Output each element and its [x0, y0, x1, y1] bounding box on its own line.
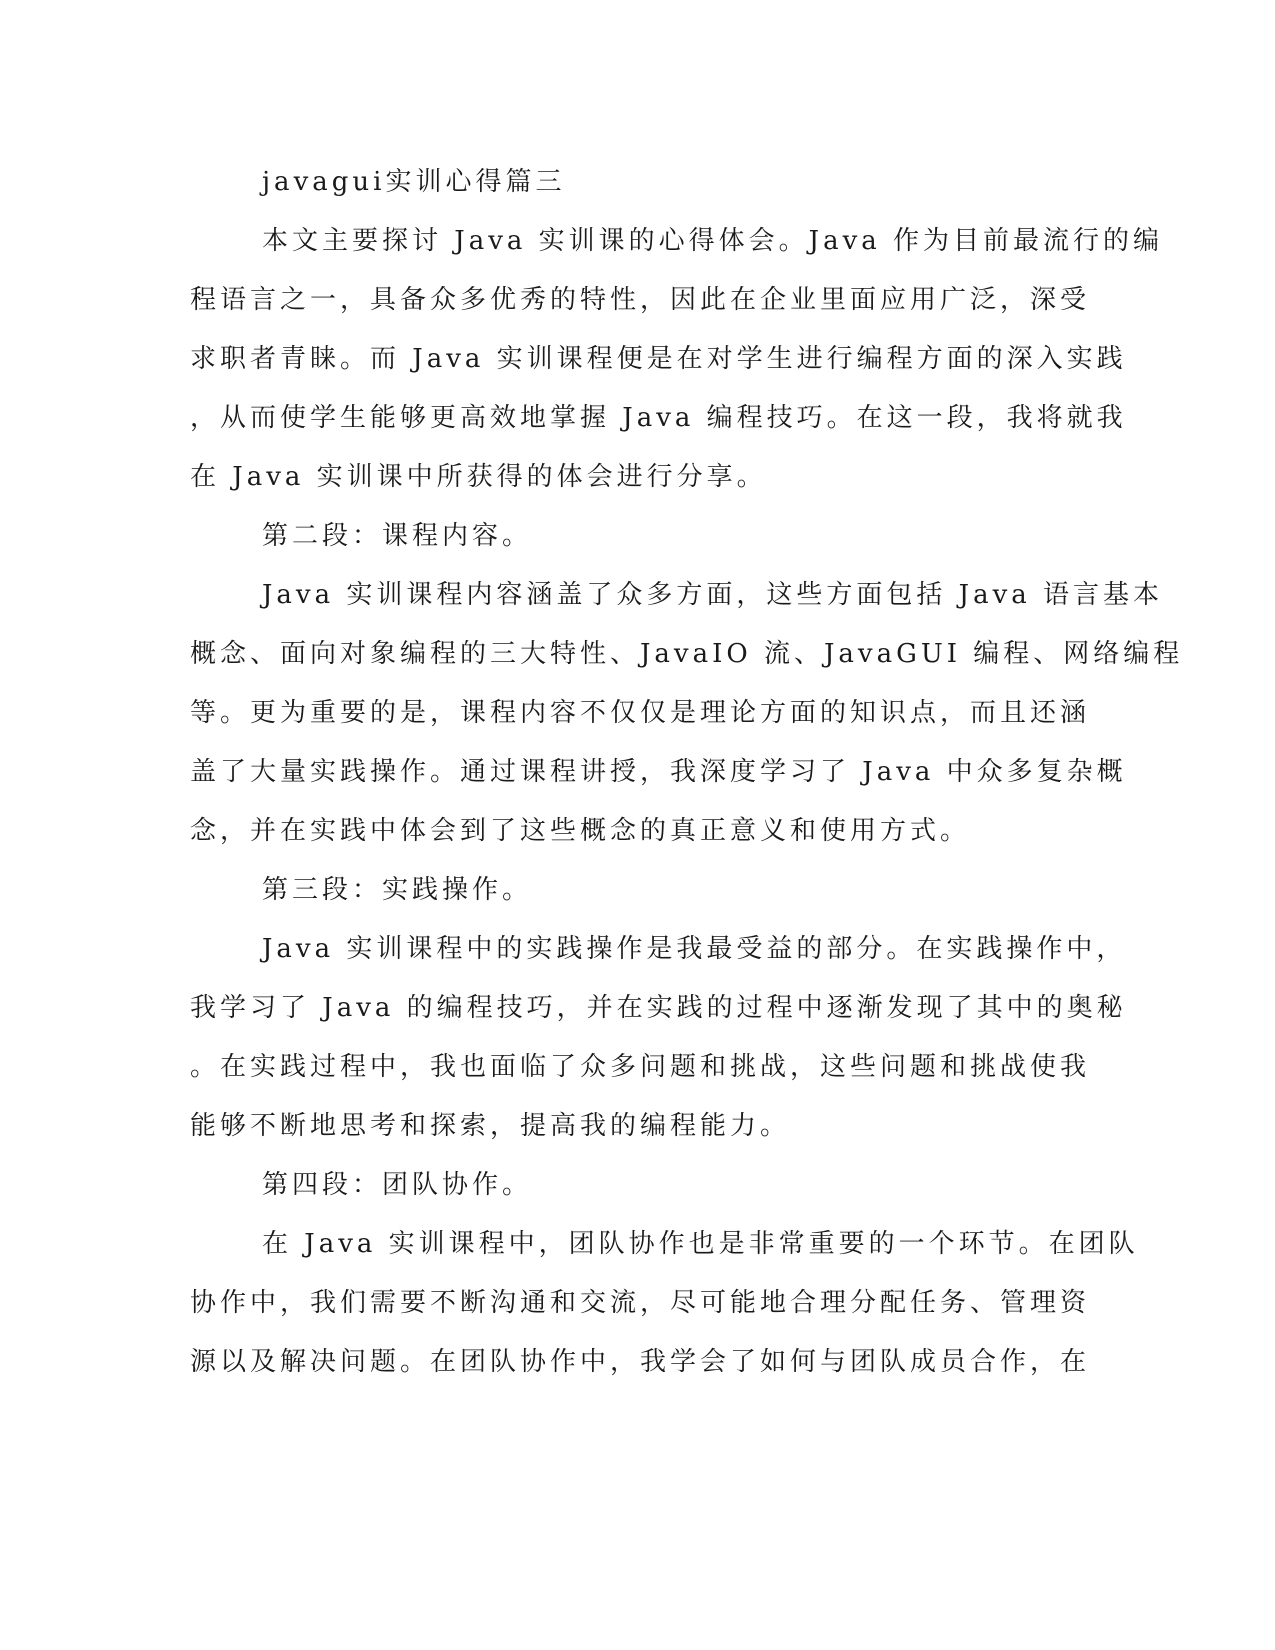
paragraph-1-line-5: 在 Java 实训课中所获得的体会进行分享。	[190, 462, 767, 492]
paragraph-4-line-3: 源以及解决问题。在团队协作中，我学会了如何与团队成员合作，在	[190, 1347, 1091, 1377]
paragraph-4-line-2: 协作中，我们需要不断沟通和交流，尽可能地合理分配任务、管理资	[190, 1288, 1091, 1318]
paragraph-1-line-1: 本文主要探讨 Java 实训课的心得体会。Java 作为目前最流行的编	[262, 226, 1164, 256]
section-3-heading: 第三段：实践操作。	[262, 875, 533, 905]
section-4-heading: 第四段：团队协作。	[262, 1170, 533, 1200]
paragraph-1-line-3: 求职者青睐。而 Java 实训课程便是在对学生进行编程方面的深入实践	[190, 344, 1127, 374]
paragraph-1-line-2: 程语言之一，具备众多优秀的特性，因此在企业里面应用广泛，深受	[190, 285, 1091, 315]
paragraph-1-line-4: ，从而使学生能够更高效地掌握 Java 编程技巧。在这一段，我将就我	[190, 403, 1127, 433]
paragraph-3-line-1: Java 实训课程中的实践操作是我最受益的部分。在实践操作中，	[262, 934, 1127, 964]
paragraph-3-line-3: 。在实践过程中，我也面临了众多问题和挑战，这些问题和挑战使我	[190, 1052, 1091, 1082]
paragraph-2-line-4: 盖了大量实践操作。通过课程讲授，我深度学习了 Java 中众多复杂概	[190, 757, 1127, 787]
document-title: javagui实训心得篇三	[262, 167, 566, 197]
paragraph-3-line-4: 能够不断地思考和探索，提高我的编程能力。	[190, 1111, 791, 1141]
paragraph-2-line-3: 等。更为重要的是，课程内容不仅仅是理论方面的知识点，而且还涵	[190, 698, 1091, 728]
paragraph-3-line-2: 我学习了 Java 的编程技巧，并在实践的过程中逐渐发现了其中的奥秘	[190, 993, 1127, 1023]
paragraph-4-line-1: 在 Java 实训课程中，团队协作也是非常重要的一个环节。在团队	[262, 1229, 1139, 1259]
section-2-heading: 第二段：课程内容。	[262, 521, 533, 551]
paragraph-2-line-5: 念，并在实践中体会到了这些概念的真正意义和使用方式。	[190, 816, 971, 846]
paragraph-2-line-2: 概念、面向对象编程的三大特性、JavaIO 流、JavaGUI 编程、网络编程	[190, 639, 1184, 669]
paragraph-2-line-1: Java 实训课程内容涵盖了众多方面，这些方面包括 Java 语言基本	[262, 580, 1164, 610]
